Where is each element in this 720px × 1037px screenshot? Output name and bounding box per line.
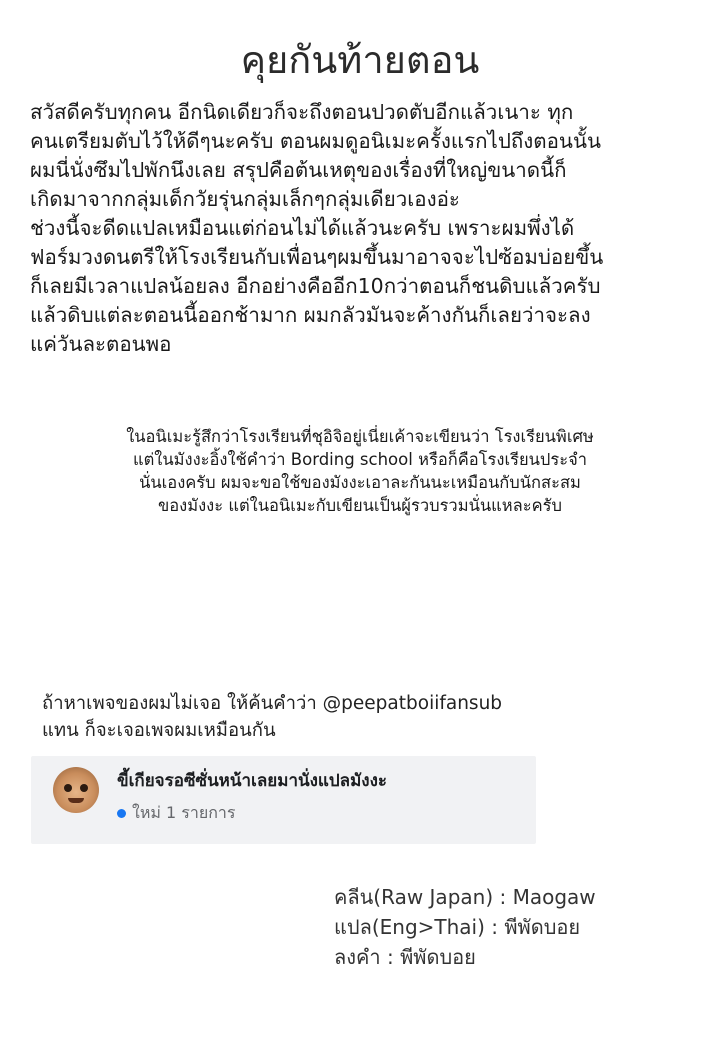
hint-line: ถ้าหาเพจของผมไม่เจอ ให้ค้นคำว่า @peepatboiifansub [42,693,503,714]
avatar-eye [64,784,72,792]
credits [334,882,596,972]
note-line: ของมังงะ แต่ในอนิเมะกับเขียนเป็นผู้รวบรวมนั่นแหละครับ [157,496,562,515]
page-search-hint [42,690,682,744]
page-title: คุยกันท้ายตอน [240,38,480,82]
intro-line: ก็เลยมีเวลาแปลน้อยลง อีกอย่างคืออีก10กว่าตอนก็ชนดิบแล้วครับ [30,274,601,298]
intro-line: แล้วดิบแต่ละตอนนี้ออกช้ามาก ผมกลัวมันจะค้างกันก็เลยว่าจะลง [30,303,591,327]
intro-line: ช่วงนี้จะดีดแปลเหมือนแต่ก่อนไม่ได้แล้วนะครับ เพราะผมพึ่งได้ [30,216,575,240]
page-name[interactable]: ขี้เกียจรอซีซั่นหน้าเลยมานั่งแปลมังงะ [117,771,388,791]
intro-line: เกิดมาจากกลุ่มเด็กวัยรุ่นกลุ่มเล็กๆกลุ่มเดียวเองอ่ะ [30,187,460,211]
note-line: แต่ในมังงะอิ้งใช้คำว่า Bording school หรือก็คือโรงเรียนประจำ [132,450,588,469]
unread-dot-icon [117,809,126,818]
notification-count-text: ใหม่ 1 รายการ [132,803,236,822]
notification-status [117,801,235,826]
intro-line: คนเตรียมตับไว้ให้ดีๆนะครับ ตอนผมดูอนิเมะครั้งแรกไปถึงตอนนั้น [30,129,601,153]
credit-cleaner: คลีน(Raw Japan) : Maogaw [334,885,596,909]
facebook-page-card[interactable] [31,756,536,844]
translation-note [40,425,680,517]
avatar-eye [80,784,88,792]
note-line: นั่นเองครับ ผมจะขอใช้ของมังงะเอาละกันนะเหมือนกับนักสะสม [139,473,581,492]
hint-line: แทน ก็จะเจอเพจผมเหมือนกัน [42,720,276,741]
intro-line: ผมนี่นั่งซึมไปพักนึงเลย สรุปคือต้นเหตุของเรื่องที่ใหญ่ขนาดนี้ก็ [30,158,567,182]
page-avatar[interactable] [53,767,99,813]
note-line: ในอนิเมะรู้สึกว่าโรงเรียนที่ชุอิจิอยู่เนี่ยเค้าจะเขียนว่า โรงเรียนพิเศษ [126,427,594,446]
avatar-mouth [68,798,84,803]
intro-line: ฟอร์มวงดนตรีให้โรงเรียนกับเพื่อนๆผมขึ้นมาอาจจะไปซ้อมบ่อยขึ้น [30,245,604,269]
intro-line: แค่วันละตอนพอ [30,332,172,356]
credit-translator: แปล(Eng>Thai) : พีพัดบอย [334,915,581,939]
intro-paragraph [30,98,700,359]
credit-typesetter: ลงคำ : พีพัดบอย [334,945,476,969]
intro-line: สวัสดีครับทุกคน อีกนิดเดียวก็จะถึงตอนปวดตับอีกแล้วเนาะ ทุก [30,100,574,124]
